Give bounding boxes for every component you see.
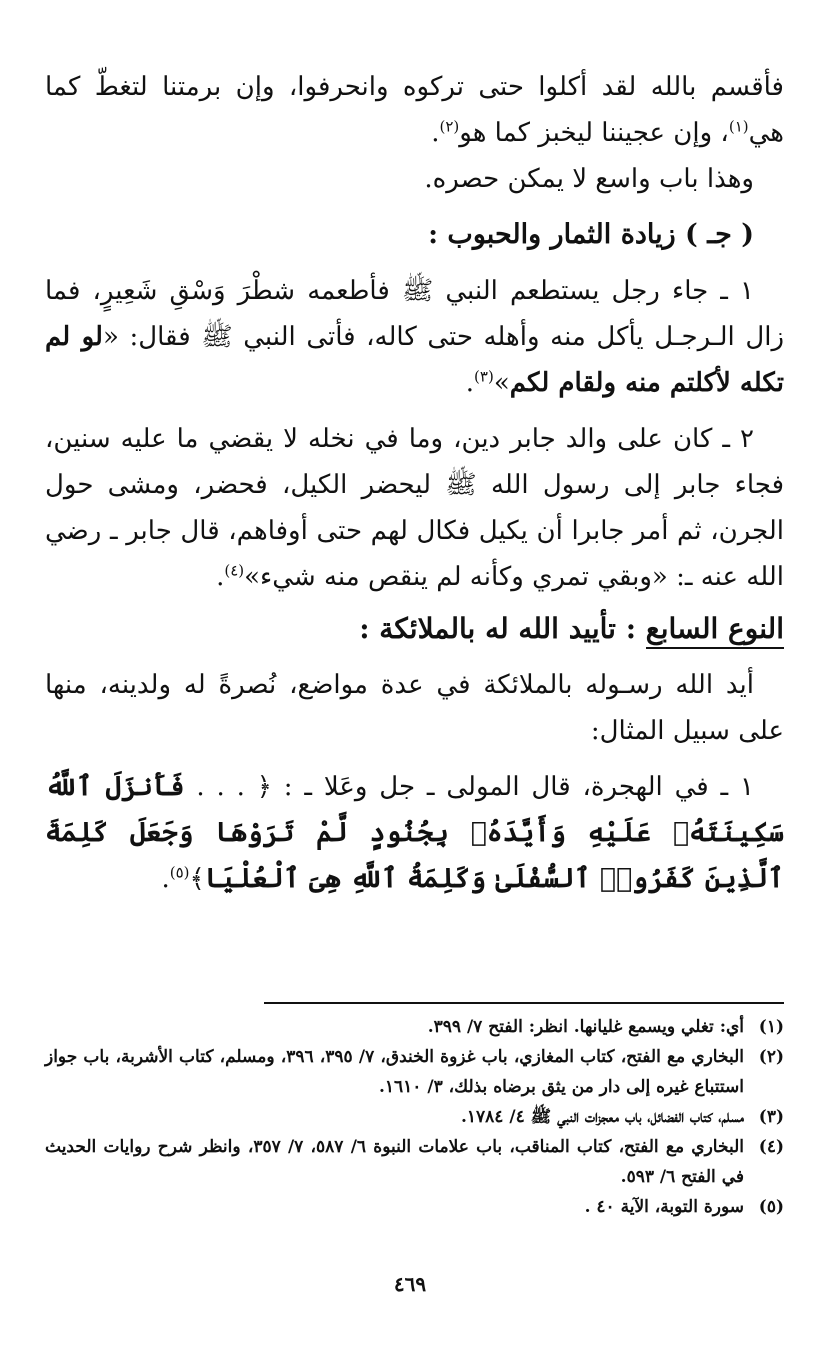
footnote-number: (٣)	[758, 1107, 784, 1127]
paragraph-1: فأقسم بالله لقد أكلوا حتى تركوه وانحرفوا، وإن برمتنا لتغطّ كما هي$^{(١)}$، وإن عجيننا ليخبز كما هو$^{(٢)}$.	[45, 72, 784, 148]
hadith-quote: لو لم تكله لأكلتم منه ولقام لكم	[45, 322, 784, 398]
page-number: ٤٦٩	[393, 1272, 427, 1296]
section-heading-type-7	[45, 606, 784, 652]
footnote-ref-3[interactable]: (٣)	[474, 367, 494, 386]
footnote-number: (٤)	[758, 1137, 784, 1157]
footnote-5	[45, 1192, 784, 1222]
footnote-ref-4[interactable]: (٤)	[224, 561, 245, 580]
type-label: النوع السابع	[646, 612, 784, 649]
item-1: ١ ـ جاء رجل يستطعم النبي ﷺ فأطعمه شطْرَ وَسْقِ شَعِيرٍ، فما زال الـرجـل يأكل منه وأهله حتى كاله، فأتى النبي ﷺ فقال: «لو لم تكله لأكلتم منه ولقام لكم»$^{(٣)}$.	[45, 276, 784, 398]
footnote-number: (٢)	[758, 1047, 784, 1067]
footnote-text: البخاري مع الفتح، كتاب المناقب، باب علامات النبوة ٦/ ٥٨٧، ٧/ ٣٥٧، وانظر شرح روايات الحديث في الفتح ٦/ ٥٩٣.	[45, 1137, 744, 1187]
footnote-ref-5[interactable]: (٥)	[169, 863, 190, 882]
paragraph-3: أيد الله رسـوله بالملائكة في عدة مواضع، نُصرةً له ولدينه، منها على سبيل المثال:	[45, 670, 784, 746]
footnote-text: البخاري مع الفتح، كتاب المغازي، باب غزوة الخندق، ٧/ ٣٩٥، ٣٩٦، ومسلم، كتاب الأشربة، باب جواز استتباع غيره إلى دار من يثق برضاه بذلك، ٣/ ١٦١٠.	[45, 1047, 744, 1097]
footnote-1	[45, 1012, 784, 1042]
main-text	[45, 64, 784, 902]
footnote-3	[45, 1102, 784, 1132]
type-title: : تأييد الله له بالملائكة :	[359, 612, 637, 645]
footnotes	[45, 1012, 784, 1222]
footnote-text: مسلم، كتاب الفضائل، باب معجزات النبي ﷺ ٤/ ١٧٨٤.	[460, 1107, 744, 1127]
item-2: ٢ ـ كان على والد جابر دين، وما في نخله لا يقضي ما عليه سنين، فجاء جابر إلى رسول الله ﷺ ليحضر الكيل، فحضر، ومشى حول الجرن، ثم أمر جابرا أن يكيل فكال لهم حتى أوفاهم، قال جابر ـ رضي الله عنه ـ: «وبقي تمري وكأنه لم ينقص منه شيء»$^{(٤)}$.	[45, 424, 784, 592]
footnote-text: سورة التوبة، الآية ٤٠ .	[584, 1197, 744, 1217]
footnote-number: (١)	[758, 1017, 784, 1037]
footnote-divider	[264, 1002, 784, 1004]
footnote-number: (٥)	[758, 1197, 784, 1217]
footnote-text: أي: تغلي ويسمع غليانها. انظر: الفتح ٧/ ٣٩٩.	[427, 1017, 744, 1037]
footnote-4	[45, 1132, 784, 1192]
footnote-2	[45, 1042, 784, 1102]
footnote-ref-2[interactable]: (٢)	[439, 117, 460, 136]
quran-verse: فَأَنزَلَ ٱللَّهُ سَكِينَتَهُۥ عَلَيْهِ وَأَيَّدَهُۥ بِجُنُودٍ لَّمْ تَرَوْهَا وَجَعَلَ كَلِمَةَ ٱلَّذِينَ كَفَرُوا۟ ٱلسُّفْلَىٰ وَكَلِمَةُ ٱللَّهِ هِىَ ٱلْعُلْيَا	[45, 771, 784, 894]
section-heading-c: ( جـ ) زيادة الثمار والحبوب :	[428, 219, 754, 250]
paragraph-2: وهذا باب واسع لا يمكن حصره.	[424, 164, 754, 194]
footnote-ref-1[interactable]: (١)	[728, 117, 749, 136]
item-3: ١ ـ في الهجرة، قال المولى ـ جل وعَلا ـ : ﴿ . . . فَأَنزَلَ ٱللَّهُ سَكِينَتَهُۥ عَلَيْهِ وَأَيَّدَهُۥ بِجُنُودٍ لَّمْ تَرَوْهَا وَجَعَلَ كَلِمَةَ ٱلَّذِينَ كَفَرُوا۟ ٱلسُّفْلَىٰ وَكَلِمَةُ ٱللَّهِ هِىَ ٱلْعُلْيَا﴾$^{(٥)}$.	[45, 771, 784, 894]
